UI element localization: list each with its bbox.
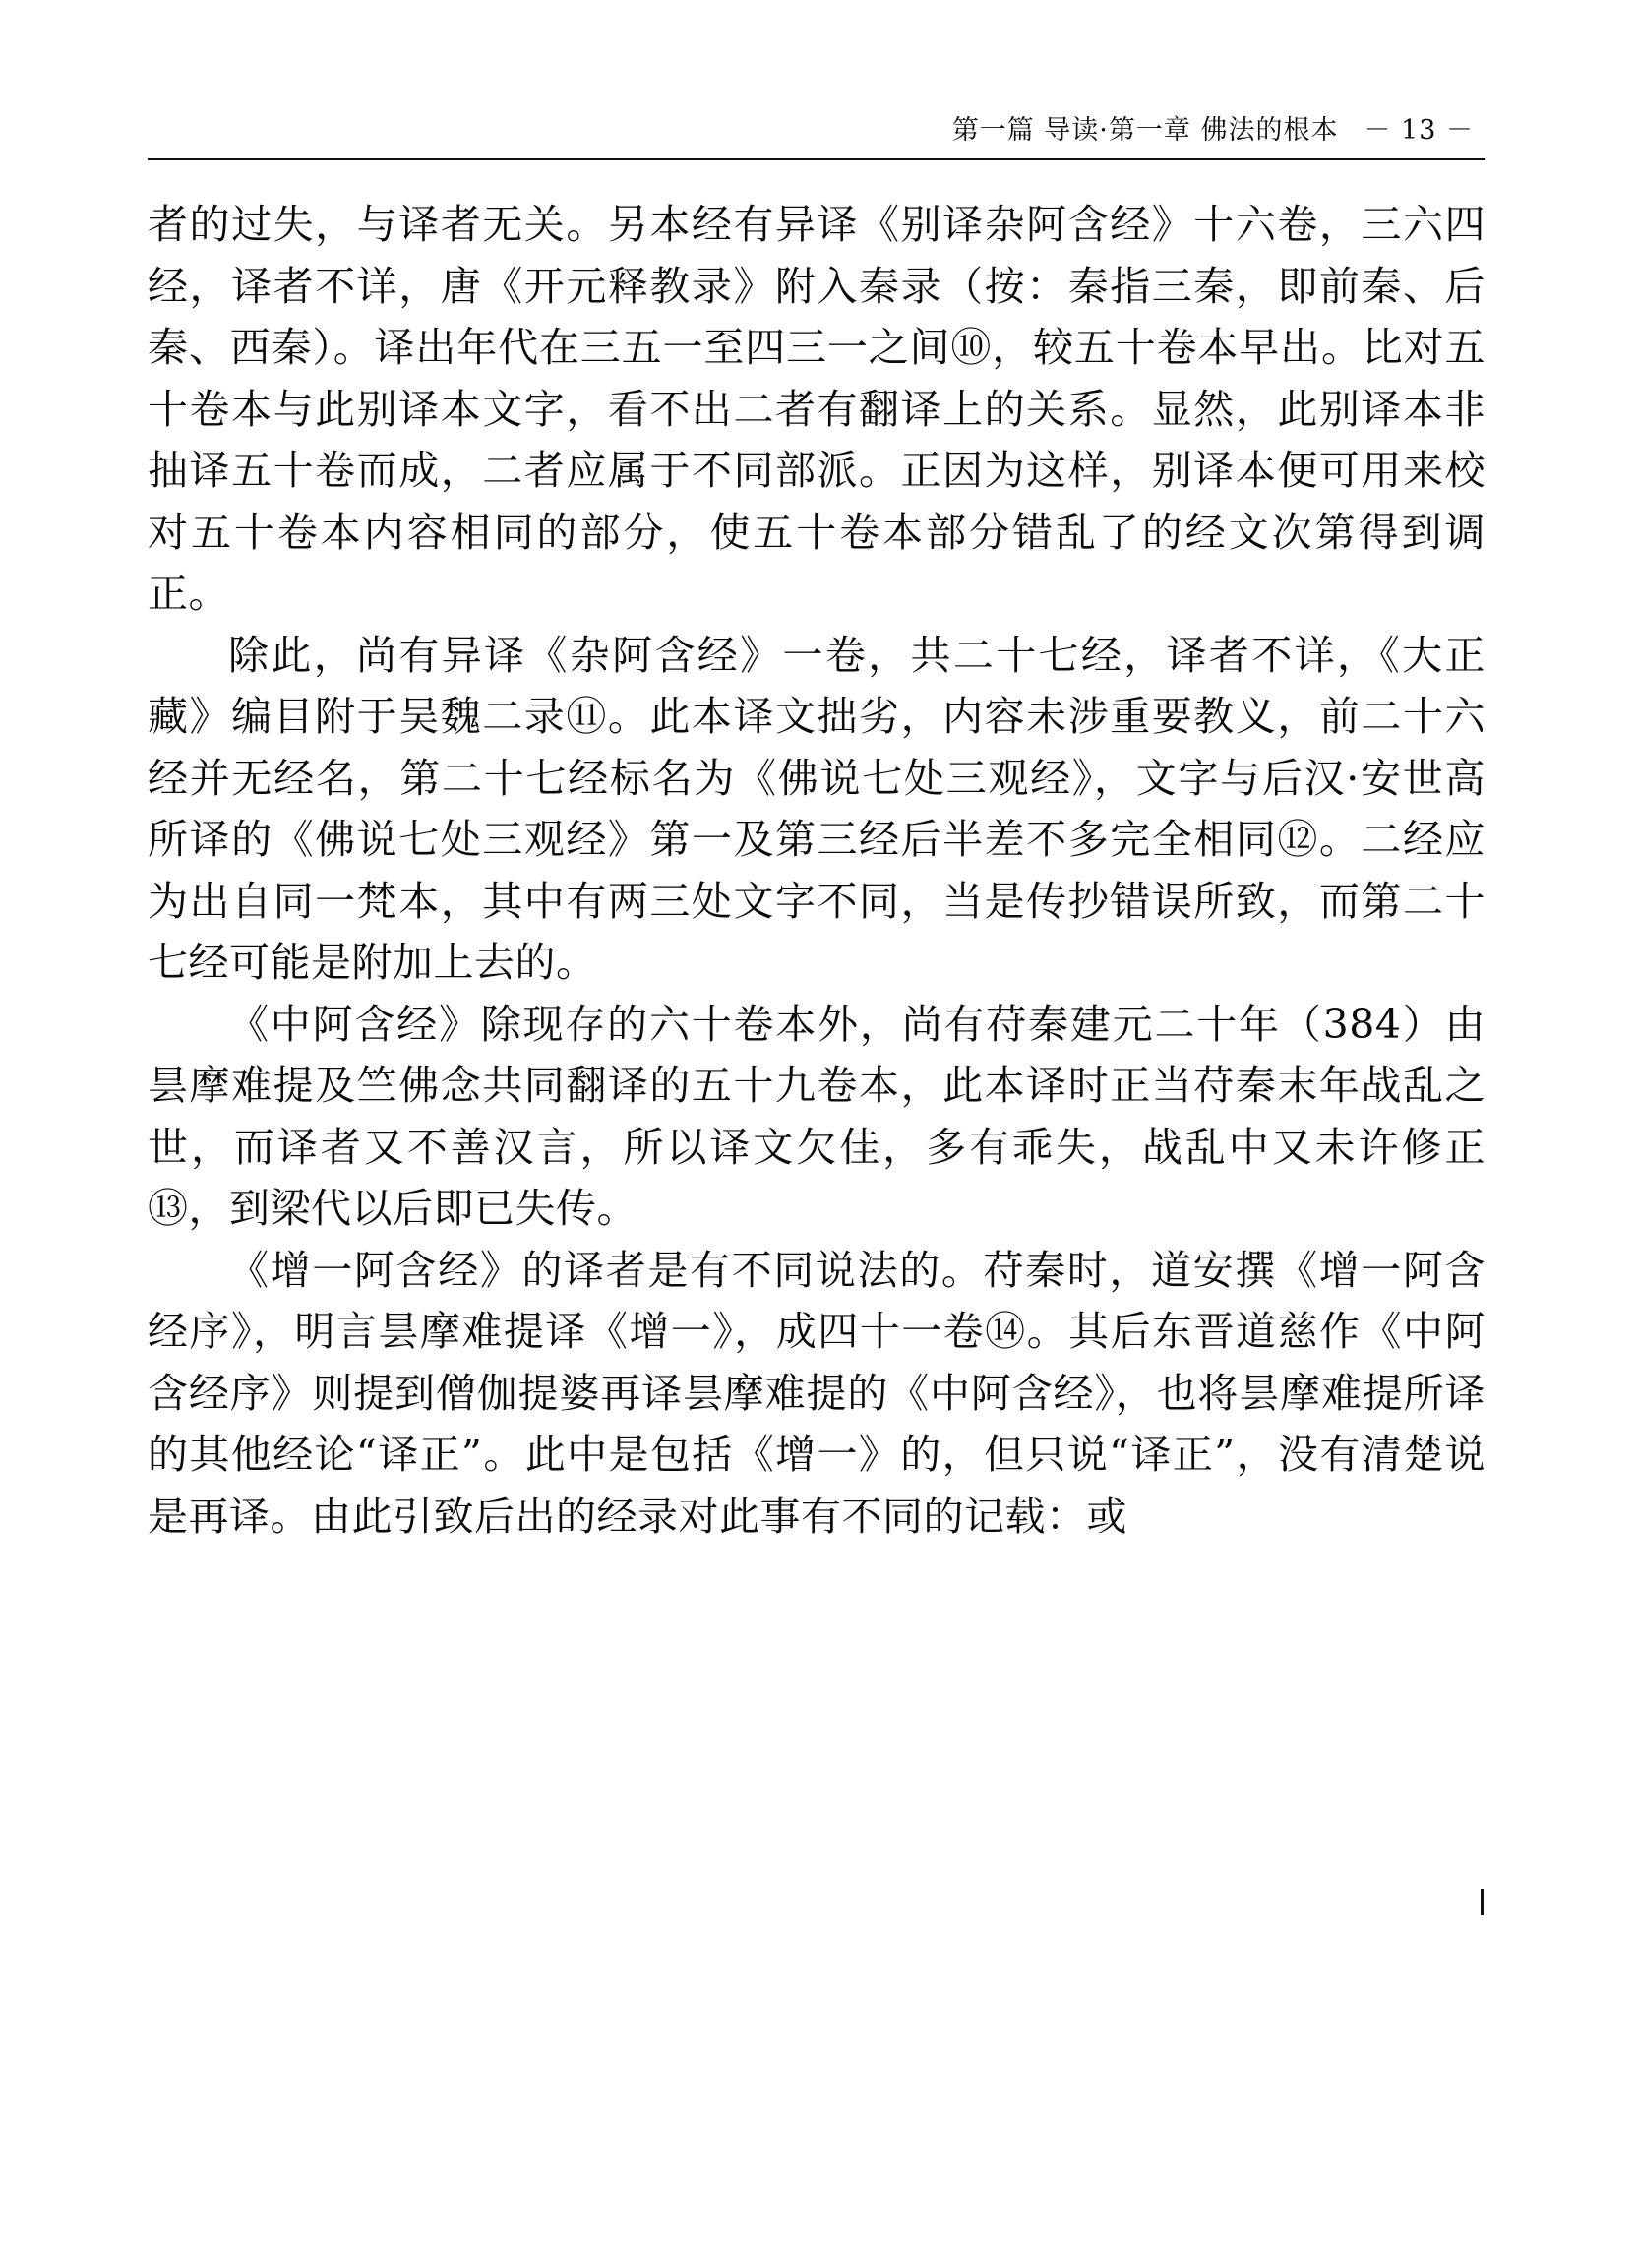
page-content	[148, 108, 1485, 1547]
margin-tick-mark	[1481, 1889, 1484, 1915]
paragraph-1: 者的过失，与译者无关。另本经有异译《别译杂阿含经》十六卷，三六四经，译者不详，唐《开元释教录》附入秦录（按：秦指三秦，即前秦、后秦、西秦）。译出年代在三五一至四三一之间⑩，较五十卷本早出。比对五十卷本与此别译本文字，看不出二者有翻译上的关系。显然，此别译本非抽译五十卷而成，二者应属于不同部派。正因为这样，别译本便可用来校对五十卷本内容相同的部分，使五十卷本部分错乱了的经文次第得到调正。	[148, 201, 1485, 618]
header-divider	[148, 158, 1485, 160]
paragraph-3: 《中阿含经》除现存的六十卷本外，尚有苻秦建元二十年（384）由昙摩难提及竺佛念共同翻译的五十九卷本，此本译时正当苻秦末年战乱之世，而译者又不善汉言，所以译文欠佳，多有乖失，战乱中又未许修正⑬，到梁代以后即已失传。	[148, 1000, 1485, 1233]
page-header	[148, 108, 1485, 160]
paragraph-2: 除此，尚有异译《杂阿含经》一卷，共二十七经，译者不详，《大正藏》编目附于吴魏二录⑪。此本译文拙劣，内容未涉重要教义，前二十六经并无经名，第二十七经标名为《佛说七处三观经》，文字与后汉·安世高所译的《佛说七处三观经》第一及第三经后半差不多完全相同⑫。二经应为出自同一梵本，其中有两三处文字不同，当是传抄错误所致，而第二十七经可能是附加上去的。	[148, 631, 1485, 987]
paragraph-4: 《增一阿含经》的译者是有不同说法的。苻秦时，道安撰《增一阿含经序》，明言昙摩难提译《增一》，成四十一卷⑭。其后东晋道慈作《中阿含经序》则提到僧伽提婆再译昙摩难提的《中阿含经》，也将昙摩难提所译的其他经论“译正”。此中是包括《增一》的，但只说“译正”，没有清楚说是再译。由此引致后出的经录对此事有不同的记载：或	[148, 1246, 1485, 1540]
body-text	[148, 194, 1485, 1547]
page-number: － 13 －	[1364, 115, 1474, 146]
header-title: 第一篇 导读·第一章 佛法的根本	[951, 115, 1339, 146]
